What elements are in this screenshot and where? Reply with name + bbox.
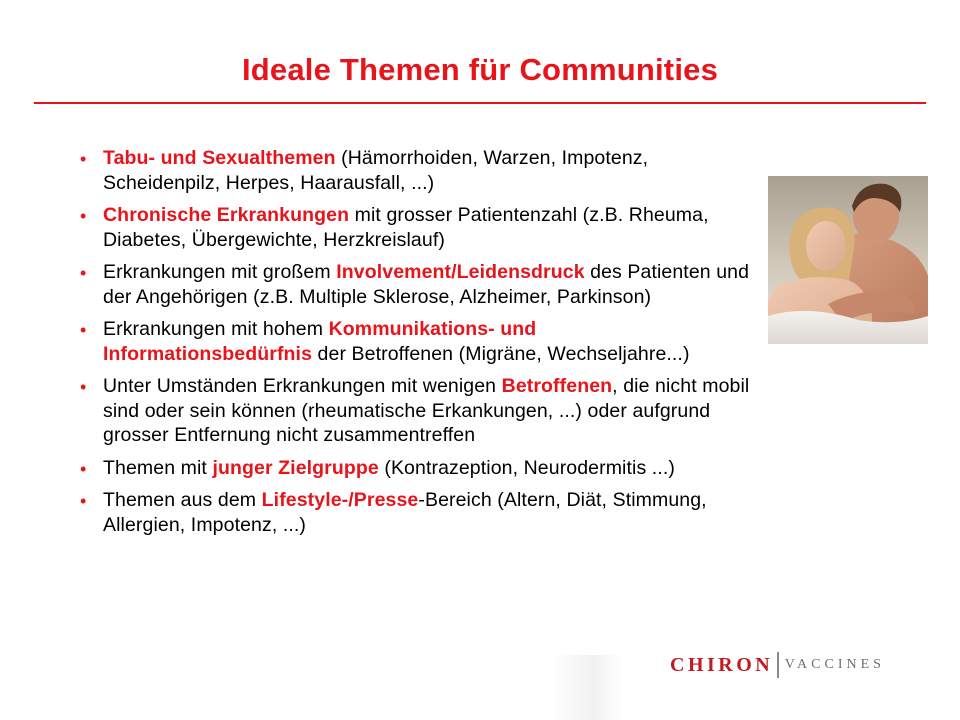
bullet-item <box>80 488 750 537</box>
bullet-text: Unter Umständen Erkrankungen mit wenigen <box>103 375 502 397</box>
bullet-text: Erkrankungen mit hohem <box>103 318 329 340</box>
bullet-dot-icon: • <box>80 491 87 511</box>
highlight-text: junger Zielgruppe <box>212 456 379 479</box>
bullet-text: des Patienten und der Angehörigen (z.B. Multiple Sklerose, Alzheimer, Parkinson) <box>103 261 750 308</box>
logo-brand: CHIRON <box>670 653 774 676</box>
bullet-text: mit grosser Patientenzahl (z.B. Rheuma, Diabetes, Übergewichte, Herzkreislauf) <box>103 204 709 251</box>
bullet-text: (Hämorrhoiden, Warzen, Impotenz, Scheidenpilz, Herpes, Haarausfall, ...) <box>103 147 649 194</box>
highlight-text: Lifestyle-/Presse <box>261 489 419 511</box>
bullet-item <box>80 260 750 309</box>
bullet-text: Themen aus dem <box>103 489 262 511</box>
bullet-item <box>80 203 750 252</box>
bullet-text: der Betroffenen (Migräne, Wechseljahre...) <box>312 342 690 365</box>
bullet-dot-icon: • <box>80 263 87 283</box>
logo-subbrand: VACCINES <box>784 657 885 672</box>
bullet-text: Themen mit <box>103 456 213 479</box>
bullet-text: Erkrankungen mit großem <box>103 261 337 283</box>
bullet-item <box>80 317 750 366</box>
bullet-item <box>80 456 750 481</box>
couple-photo <box>768 176 928 344</box>
bullet-item <box>80 146 750 195</box>
highlight-text: Involvement/Leidensdruck <box>336 261 585 283</box>
bullet-item <box>80 374 750 448</box>
bullet-text: , die nicht mobil sind oder sein können (rheumatische Erkankungen, ...) oder aufgrund grosser Entfernung nicht zusammentreffen <box>103 375 750 446</box>
bullet-dot-icon: • <box>80 377 87 397</box>
bullet-dot-icon: • <box>80 458 87 479</box>
highlight-text: Kommunikations- und Informationsbedürfnis <box>103 318 537 365</box>
highlight-text: Chronische Erkrankungen <box>103 204 350 226</box>
slide-title: Ideale Themen für Communities <box>241 52 719 87</box>
bullet-text: (Kontrazeption, Neurodermitis ...) <box>378 456 675 479</box>
bullet-dot-icon: • <box>80 320 87 340</box>
footer-fade <box>552 655 622 720</box>
highlight-text: Betroffenen <box>501 375 613 397</box>
bullet-dot-icon: • <box>80 149 87 169</box>
highlight-text: Tabu- und Sexualthemen <box>103 147 336 169</box>
bullet-text: -Bereich (Altern, Diät, Stimmung, Allergien, Impotenz, ...) <box>103 489 707 536</box>
logo-divider <box>777 652 779 678</box>
bullet-dot-icon: • <box>80 206 87 226</box>
bullet-list <box>80 146 750 545</box>
chiron-vaccines-logo <box>670 650 930 680</box>
title-divider <box>34 102 926 104</box>
